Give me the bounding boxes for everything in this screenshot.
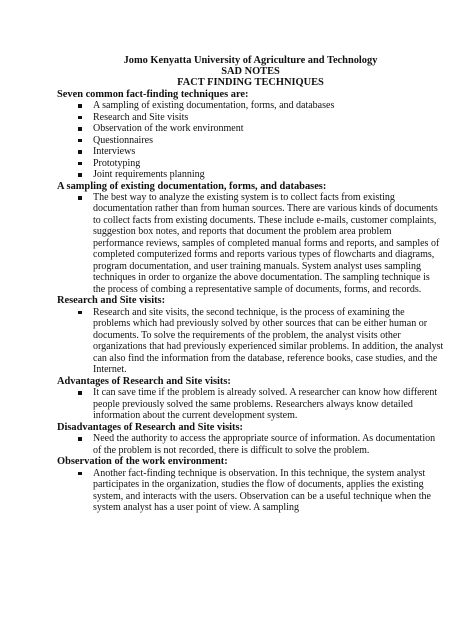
- bullet-icon: [78, 437, 82, 441]
- bullet-list: [57, 387, 444, 422]
- list-item: [57, 123, 444, 135]
- section-research: [57, 295, 444, 375]
- section-documentation: [57, 181, 444, 296]
- bullet-list: [57, 192, 444, 296]
- paragraph-text: Another fact-finding technique is observation. In this technique, the system analyst participates in the organization, studies the flow of documents, applies the existing system, and interacts with the users. Observation can be a useful technique when the system analyst has a user point of view. A sampling: [93, 467, 431, 514]
- bullet-icon: [78, 127, 82, 131]
- section-heading: Observation of the work environment:: [57, 456, 228, 468]
- bullet-icon: [78, 173, 82, 177]
- list-item: [57, 135, 444, 147]
- topic-title: FACT FINDING TECHNIQUES: [177, 77, 324, 89]
- paragraph-text: Research and site visits, the second technique, is the process of examining the problems which had previously solved by other sources that can be either human or documents. To solve the requirements of the problem, the analyst visits other organizations that had previously experienced similar problems. In addition, the analyst can also find the information from the database, reference books, case studies, and the Internet.: [93, 306, 444, 376]
- list-item-text: Research and Site visits: [93, 111, 189, 123]
- list-item: [57, 433, 444, 456]
- list-item: [57, 100, 444, 112]
- bullet-list: [57, 307, 444, 376]
- list-item-text: Prototyping: [93, 157, 141, 169]
- technique-list: [57, 100, 444, 181]
- paragraph-text: The best way to analyze the existing system is to collect facts from existing documentation rather than from human sources. There are various kinds of documents to collect facts from existing documents. These include e-mails, customer complaints, suggestion box notes, and reports that document the problem area problem performance reviews, samples of completed manual forms and reports, and samples of completed computerized forms and reports various types of flowcharts and diagrams, program documentation, and user training manuals. System analyst uses sampling techniques in order to organize the above documentation. The sampling technique is the process of combing a representative sample of documents, forms, and records.: [93, 191, 440, 295]
- list-item: [57, 307, 444, 376]
- list-item: [57, 158, 444, 170]
- list-item: [57, 468, 444, 514]
- list-item: [57, 169, 444, 181]
- section-advantages: [57, 376, 444, 422]
- section-heading: Seven common fact-finding techniques are:: [57, 88, 249, 100]
- section-techniques: [57, 89, 444, 181]
- section-heading: Advantages of Research and Site visits:: [57, 375, 231, 387]
- bullet-icon: [78, 391, 82, 395]
- document-header: [57, 55, 444, 89]
- list-item: [57, 192, 444, 296]
- list-item: [57, 146, 444, 158]
- paragraph-text: It can save time if the problem is already solved. A researcher can know how different people previously solved the same problems. Researchers always know detailed information about the current development system.: [93, 387, 438, 422]
- bullet-icon: [78, 104, 82, 108]
- bullet-icon: [78, 196, 82, 200]
- university-title: Jomo Kenyatta University of Agriculture and Technology: [123, 55, 378, 66]
- list-item-text: Observation of the work environment: [93, 123, 244, 135]
- list-item-text: Interviews: [93, 146, 136, 158]
- section-heading: A sampling of existing documentation, forms, and databases:: [57, 180, 327, 192]
- list-item: [57, 387, 444, 422]
- bullet-icon: [78, 139, 82, 143]
- bullet-icon: [78, 311, 82, 315]
- bullet-icon: [78, 116, 82, 120]
- list-item-text: A sampling of existing documentation, forms, and databases: [93, 100, 335, 112]
- paragraph-text: Need the authority to access the appropriate source of information. As documentation of the problem is not recorded, there is difficult to solve the problem.: [93, 433, 436, 456]
- section-heading: Disadvantages of Research and Site visits:: [57, 421, 243, 433]
- list-item: [57, 112, 444, 124]
- section-disadvantages: [57, 422, 444, 456]
- bullet-list: [57, 433, 444, 456]
- list-item-text: Questionnaires: [93, 134, 153, 146]
- bullet-list: [57, 468, 444, 514]
- section-heading: Research and Site visits:: [57, 295, 166, 307]
- bullet-icon: [78, 162, 82, 166]
- list-item-text: Joint requirements planning: [93, 169, 205, 181]
- section-observation: [57, 456, 444, 513]
- course-title: SAD NOTES: [221, 66, 280, 78]
- bullet-icon: [78, 150, 82, 154]
- bullet-icon: [78, 472, 82, 476]
